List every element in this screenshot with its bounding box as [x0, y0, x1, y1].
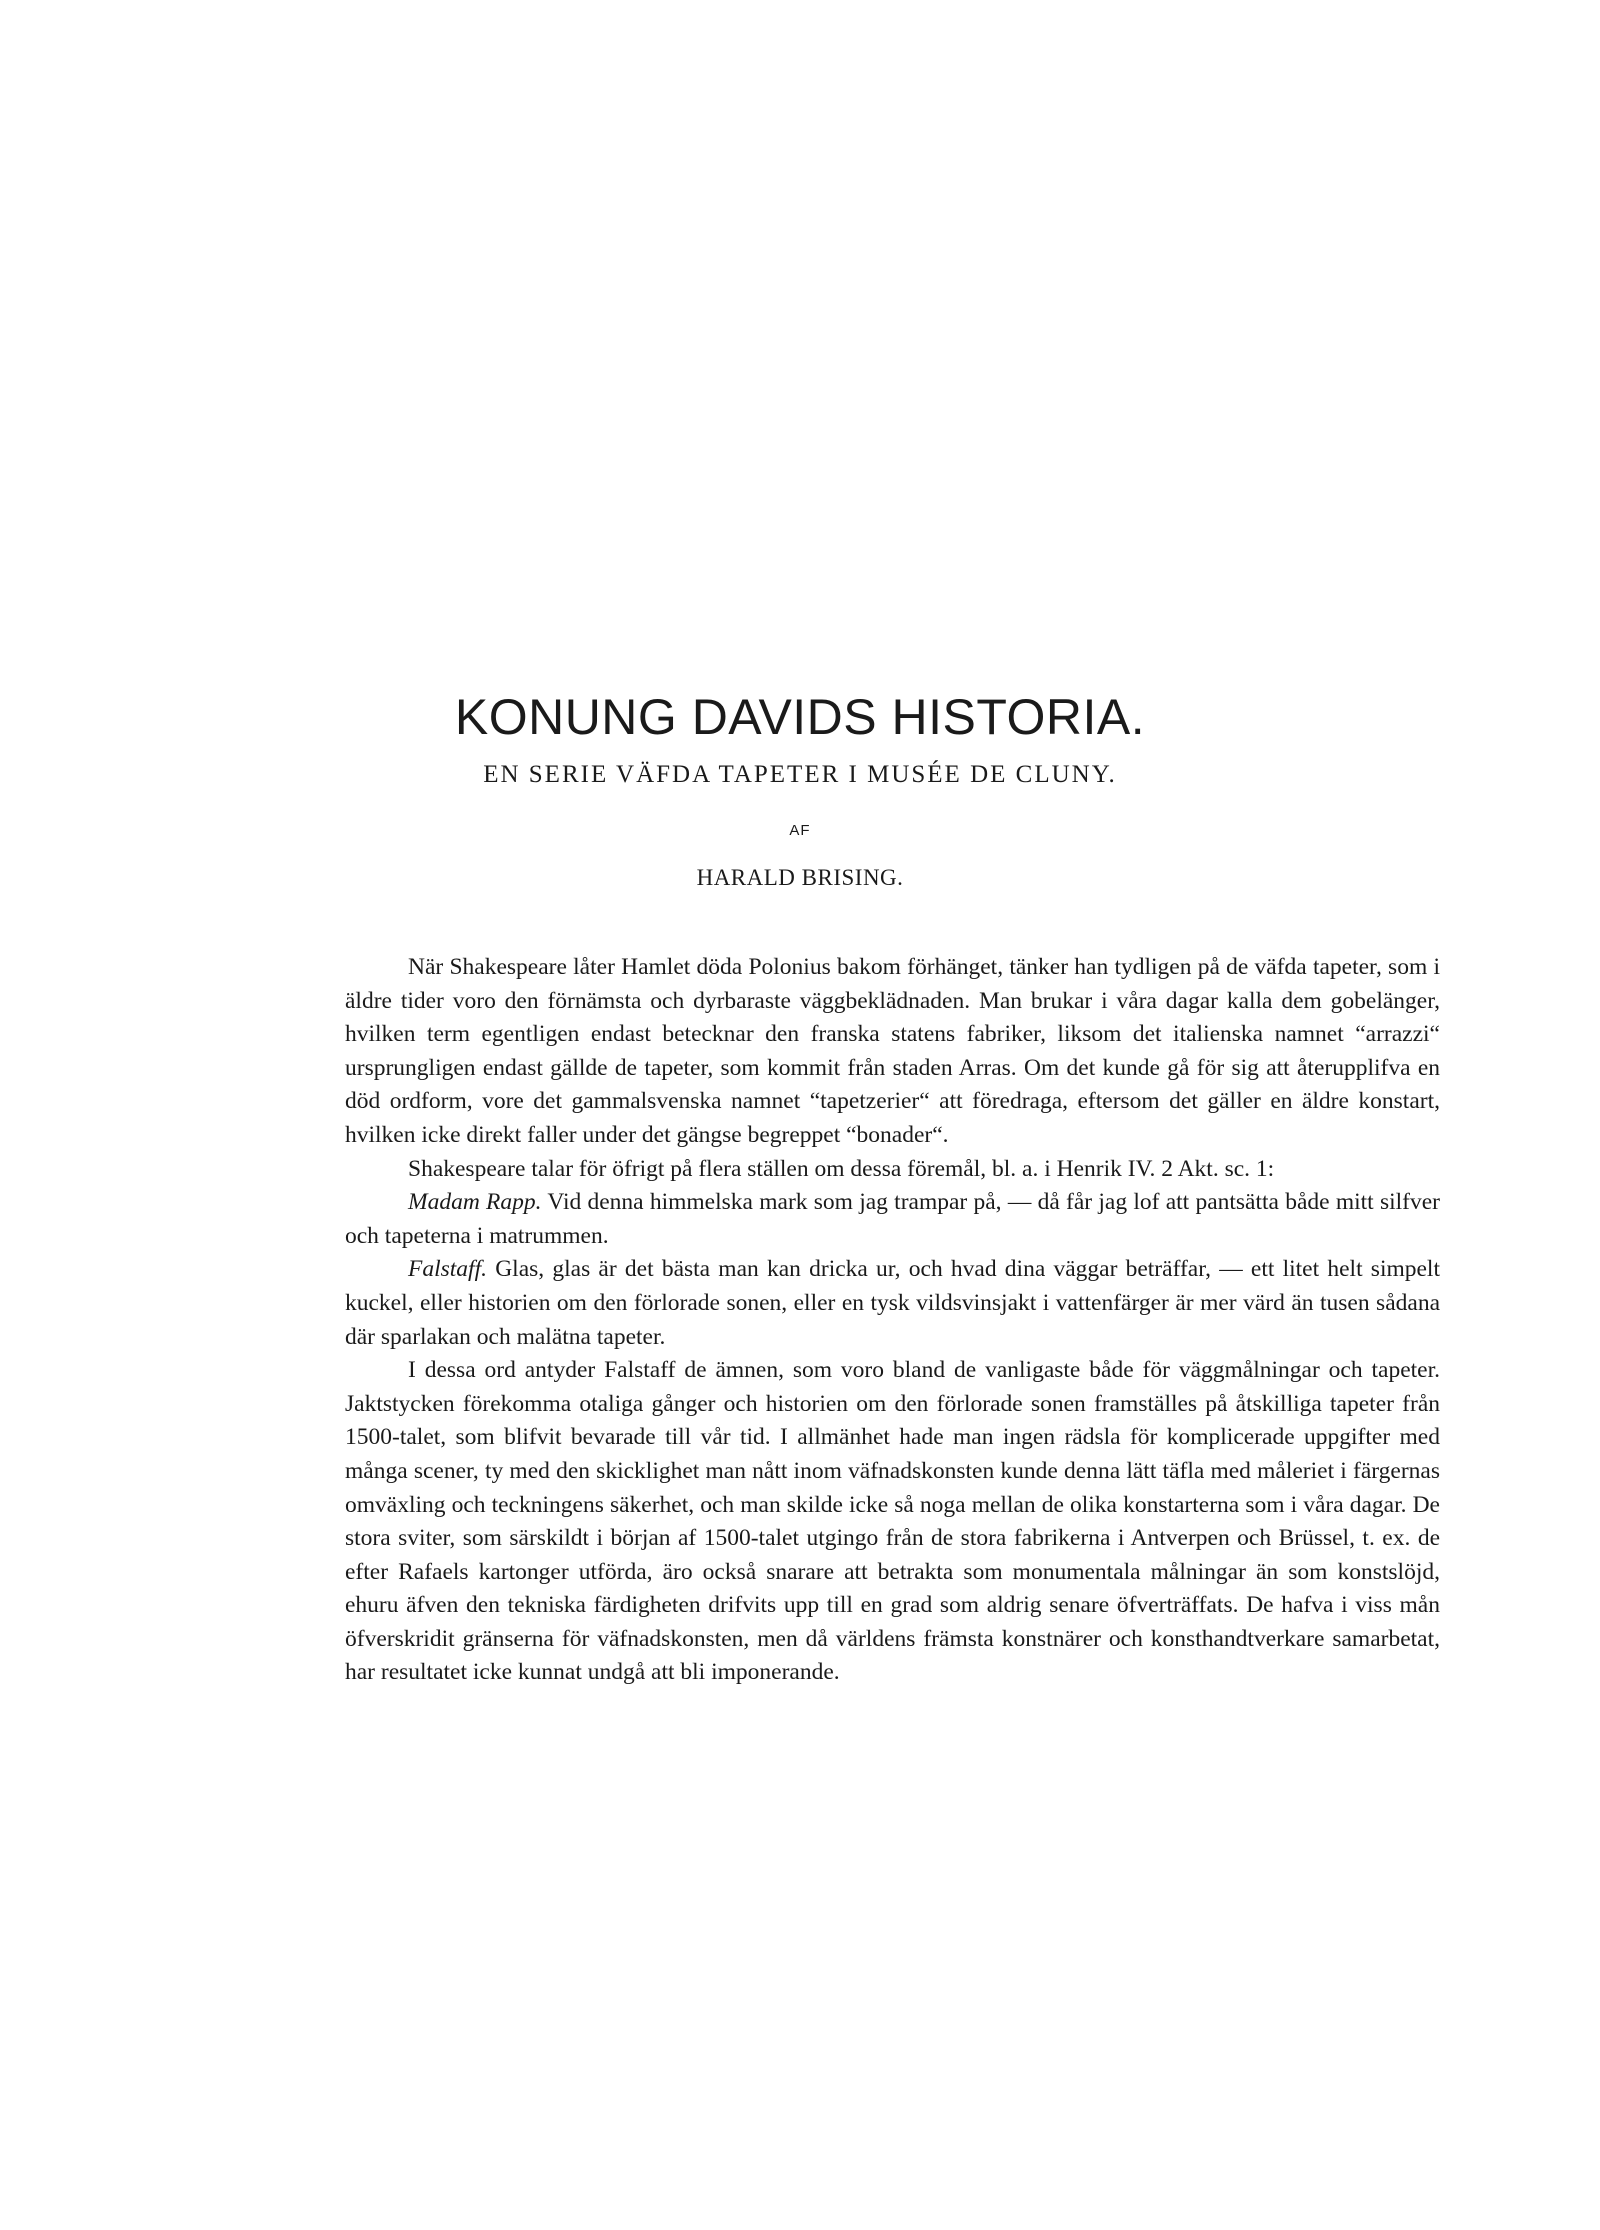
article-subtitle: EN SERIE VÄFDA TAPETER I MUSÉE DE CLUNY.	[483, 761, 1117, 788]
dialogue-paragraph	[345, 1253, 1440, 1354]
speaker-name: Falstaff.	[408, 1256, 487, 1283]
speaker-name: Madam Rapp.	[408, 1189, 542, 1216]
dialogue-paragraph	[345, 1186, 1440, 1253]
paragraph: Shakespeare talar för öfrigt på flera ställen om dessa föremål, bl. a. i Henrik IV. 2 Akt. sc. 1:	[408, 1155, 1275, 1182]
dialogue-text: Vid denna himmelska mark som jag trampar på, — då får jag lof att pantsätta både mitt silfver och tapeterna i matrummen.	[345, 1189, 1441, 1249]
paragraph: I dessa ord antyder Falstaff de ämnen, som voro bland de vanligaste både för väggmålningar och tapeter. Jaktstycken förekomma otaliga gånger och historien om den förlorade sonen framställes på åtskilliga tapeter från 1500-talet, som blifvit bevarade till vår tid. I allmänhet hade man ingen rädsla för komplicerade uppgifter med många scener, ty med den skicklighet man nått inom väfnadskonsten kunde denna lätt täfla med måleriet i färgernas omväxling och teckningens säkerhet, och man skilde icke så noga mellan de olika konstarterna som i våra dagar. De stora sviter, som särskildt i början af 1500-talet utgingo från de stora fabrikerna i Antverpen och Brüssel, t. ex. de efter Rafaels kartonger utförda, äro också snarare att betrakta som monumentala målningar än som konstslöjd, ehuru äfven den tekniska färdigheten drifvits upp till en grad som aldrig senare öfverträffats. De hafva i viss mån öfverskridit gränserna för väfnadskonsten, men då världens främsta konstnärer och konsthandtverkare samarbetat, har resultatet icke kunnat undgå att bli imponerande.	[345, 1357, 1440, 1686]
article-title: KONUNG DAVIDS HISTORIA.	[454, 689, 1146, 745]
article-body	[345, 951, 1440, 1690]
byline-prefix: AF	[789, 822, 811, 839]
author-name: HARALD BRISING.	[696, 865, 904, 890]
paragraph: När Shakespeare låter Hamlet döda Polonius bakom förhänget, tänker han tydligen på de väfda tapeter, som i äldre tider voro den förnämsta och dyrbaraste väggbeklädnaden. Man brukar i våra dagar kalla dem gobelänger, hvilken term egentligen endast betecknar den franska statens fabriker, liksom det italienska namnet “arrazzi“ ursprungligen endast gällde de tapeter, som kommit från staden Arras. Om det kunde gå för sig att återupplifva en död ordform, vore det gammalsvenska namnet “tapetzerier“ att föredraga, eftersom det gäller en äldre konstart, hvilken icke direkt faller under det gängse begreppet “bonader“.	[345, 954, 1440, 1148]
dialogue-text: Glas, glas är det bästa man kan dricka ur, och hvad dina väggar beträffar, — ett litet helt simpelt kuckel, eller historien om den förlorade sonen, eller en tysk vildsvinsjakt i vattenfärger är mer värd än tusen sådana där sparlakan och malätna tapeter.	[345, 1256, 1440, 1350]
